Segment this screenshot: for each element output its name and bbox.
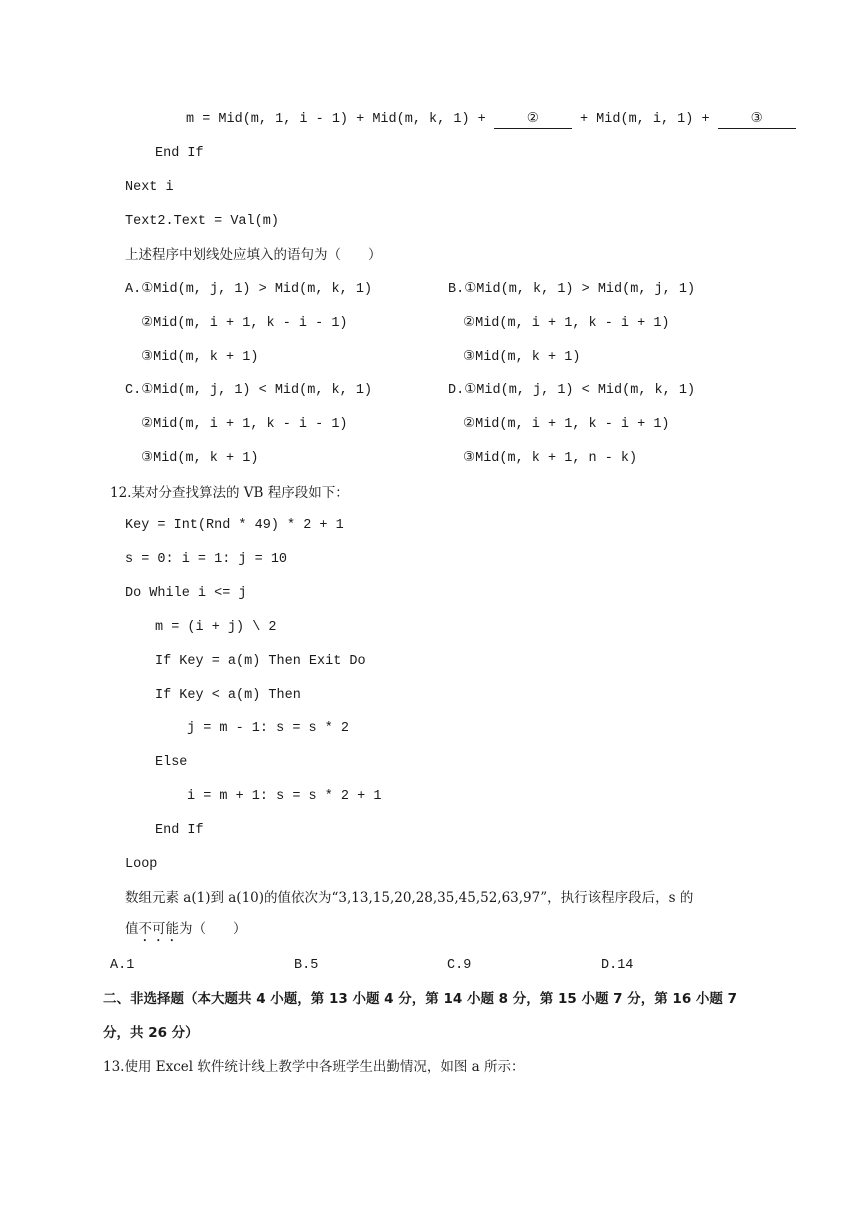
code-line: Loop <box>125 857 158 872</box>
code-line: i = m + 1: s = s * 2 + 1 <box>187 789 382 804</box>
question-12-title: 12.某对分查找算法的 VB 程序段如下： <box>110 485 349 501</box>
code-line-end-if: End If <box>155 146 204 161</box>
option-c-line-1: C.①Mid(m, j, 1) < Mid(m, k, 1) <box>125 383 373 398</box>
code-line: Else <box>155 755 188 770</box>
option-c-line-3: ③Mid(m, k + 1) <box>141 451 259 466</box>
q12-option-c: C.9 <box>447 958 472 973</box>
section-heading-cont: 分，共 26 分） <box>103 1025 199 1041</box>
option-d-line-1: D.①Mid(m, j, 1) < Mid(m, k, 1) <box>448 383 696 398</box>
question-12-description-cont: 值不可能为（ ） <box>125 921 247 937</box>
q12-option-d: D.14 <box>601 958 634 973</box>
code-line-next-i: Next i <box>125 180 174 195</box>
code-line: Do While i <= j <box>125 586 247 601</box>
option-a-line-1: A.①Mid(m, j, 1) > Mid(m, k, 1) <box>125 282 373 297</box>
option-b-line-3: ③Mid(m, k + 1) <box>463 350 581 365</box>
code-line-text2: Text2.Text = Val(m) <box>125 214 279 229</box>
section-heading: 二、非选择题（本大题共 4 小题，第 13 小题 4 分，第 14 小题 8 分，第 15 小题 7 分，第 16 小题 7 <box>103 991 738 1007</box>
emphasis-not-possible: 不可能 <box>138 921 179 937</box>
code-line: End If <box>155 823 204 838</box>
fill-blank-2: ② <box>494 112 572 129</box>
q12-option-a: A.1 <box>110 958 135 973</box>
question-11-prompt: 上述程序中划线处应填入的语句为（ ） <box>125 247 382 263</box>
option-d-line-3: ③Mid(m, k + 1, n - k) <box>463 451 638 466</box>
code-line: If Key = a(m) Then Exit Do <box>155 654 366 669</box>
option-c-line-2: ②Mid(m, i + 1, k - i - 1) <box>141 417 348 432</box>
option-d-line-2: ②Mid(m, i + 1, k - i + 1) <box>463 417 670 432</box>
question-12-description: 数组元素 a(1)到 a(10)的值依次为“3,13,15,20,28,35,45,52,63,97”，执行该程序段后，s 的 <box>125 890 694 906</box>
option-b-line-2: ②Mid(m, i + 1, k - i + 1) <box>463 316 670 331</box>
code-line-assignment: m = Mid(m, 1, i - 1) + Mid(m, k, 1) + ② + Mid(m, i, 1) + ③ <box>186 111 796 129</box>
question-13-title: 13.使用 Excel 软件统计线上教学中各班学生出勤情况，如图 a 所示： <box>103 1059 525 1075</box>
option-a-line-2: ②Mid(m, i + 1, k - i - 1) <box>141 316 348 331</box>
code-line: s = 0: i = 1: j = 10 <box>125 552 288 567</box>
option-a-line-3: ③Mid(m, k + 1) <box>141 350 259 365</box>
q12-option-b: B.5 <box>294 958 319 973</box>
fill-blank-3: ③ <box>718 112 796 129</box>
code-line: m = (i + j) \ 2 <box>155 620 277 635</box>
option-b-line-1: B.①Mid(m, k, 1) > Mid(m, j, 1) <box>448 282 696 297</box>
code-line: If Key < a(m) Then <box>155 688 301 703</box>
code-line: Key = Int(Rnd * 49) * 2 + 1 <box>125 518 344 533</box>
code-line: j = m - 1: s = s * 2 <box>187 721 350 736</box>
